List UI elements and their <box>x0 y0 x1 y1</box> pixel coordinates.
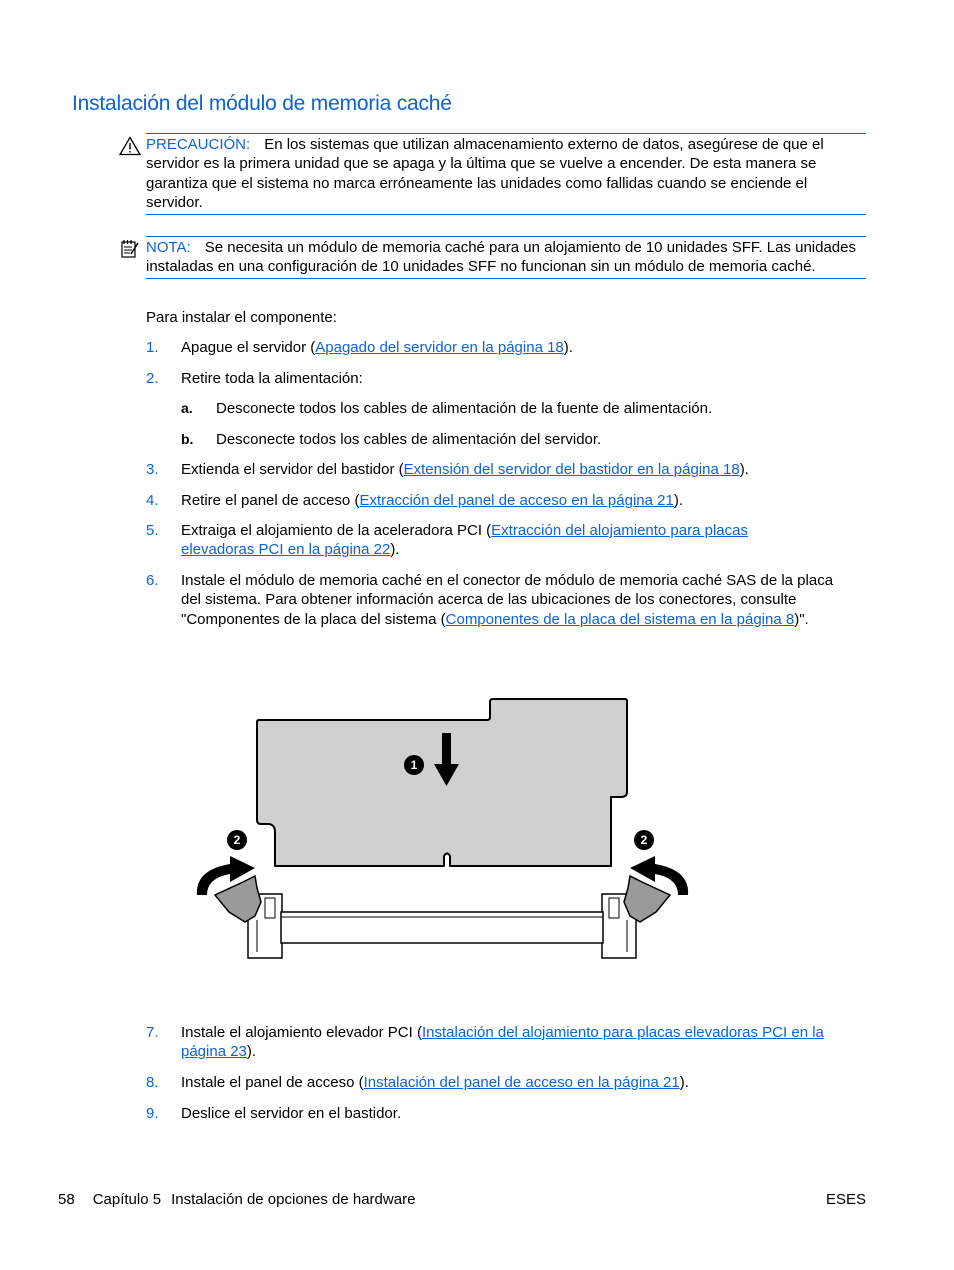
step-link[interactable]: Apagado del servidor en la página 18 <box>315 339 564 356</box>
cache-module-install-illustration <box>185 690 700 970</box>
step-number: 5. <box>146 522 159 539</box>
step-link[interactable]: Extensión del servidor del bastidor en la página 18 <box>403 461 740 478</box>
right-latch <box>624 876 670 922</box>
step-link[interactable]: Extracción del panel de acceso en la página 21 <box>359 492 674 509</box>
substep-letter: b. <box>181 431 194 447</box>
step-number: 3. <box>146 461 159 478</box>
substep-text: Desconecte todos los cables de alimentación de la fuente de alimentación. <box>216 400 713 417</box>
callout-2-right-label: 2 <box>640 833 648 847</box>
left-latch <box>215 876 261 922</box>
chapter-label: Capítulo 5 <box>92 1191 162 1208</box>
step-number: 1. <box>146 339 159 356</box>
step-link[interactable]: Instalación del alojamiento para placas elevadoras PCI en la página 23 <box>181 1024 824 1061</box>
caution-notice <box>146 133 866 215</box>
chapter-title: Instalación de opciones de hardware <box>171 1191 416 1208</box>
caution-text: En los sistemas que utilizan almacenamiento externo de datos, asegúrese de que el servidor es la primera unidad que se apaga y la última que se vuelve a encender. De esta manera se garantiza que el sistema no marca erróneamente las unidades como fallidas cuando se enciende el servidor. <box>146 136 824 212</box>
step-link[interactable]: Extracción del alojamiento para placas elevadoras PCI en la página 22 <box>181 522 748 559</box>
step-link[interactable]: Instalación del panel de acceso en la página 21 <box>363 1074 680 1091</box>
caution-label: PRECAUCIÓN: <box>146 136 251 153</box>
step-text: Deslice el servidor en el bastidor. <box>181 1105 402 1122</box>
arrow-down-icon <box>442 733 451 765</box>
step-number: 6. <box>146 572 159 589</box>
cache-module-board <box>257 699 627 866</box>
page-number: 58 <box>58 1191 75 1208</box>
language-code: ESES <box>825 1191 866 1208</box>
step-number: 8. <box>146 1074 159 1091</box>
note-label: NOTA: <box>146 239 191 256</box>
callout-2-left-label: 2 <box>233 833 241 847</box>
substep-text: Desconecte todos los cables de alimentación del servidor. <box>216 431 602 448</box>
callout-1-label: 1 <box>410 758 418 772</box>
step-number: 2. <box>146 370 159 387</box>
memory-connector <box>248 894 636 958</box>
step-number: 4. <box>146 492 159 509</box>
note-pad-icon <box>119 239 141 259</box>
step-text: Retire toda la alimentación: <box>181 370 363 387</box>
note-text: Se necesita un módulo de memoria caché para un alojamiento de 10 unidades SFF. Las unidades instaladas en una configuración de 10 unidades SFF no funcionan sin un módulo de memoria caché. <box>146 239 856 276</box>
page-footer <box>58 1191 866 1208</box>
intro-text: Para instalar el componente: <box>146 309 337 326</box>
substep-letter: a. <box>181 400 193 416</box>
step-number: 7. <box>146 1024 159 1041</box>
step-link[interactable]: Componentes de la placa del sistema en la página 8 <box>445 610 795 628</box>
step-number: 9. <box>146 1105 159 1122</box>
warning-triangle-icon <box>119 136 141 156</box>
note-notice <box>146 236 866 279</box>
page-title: Instalación del módulo de memoria caché <box>72 92 452 115</box>
